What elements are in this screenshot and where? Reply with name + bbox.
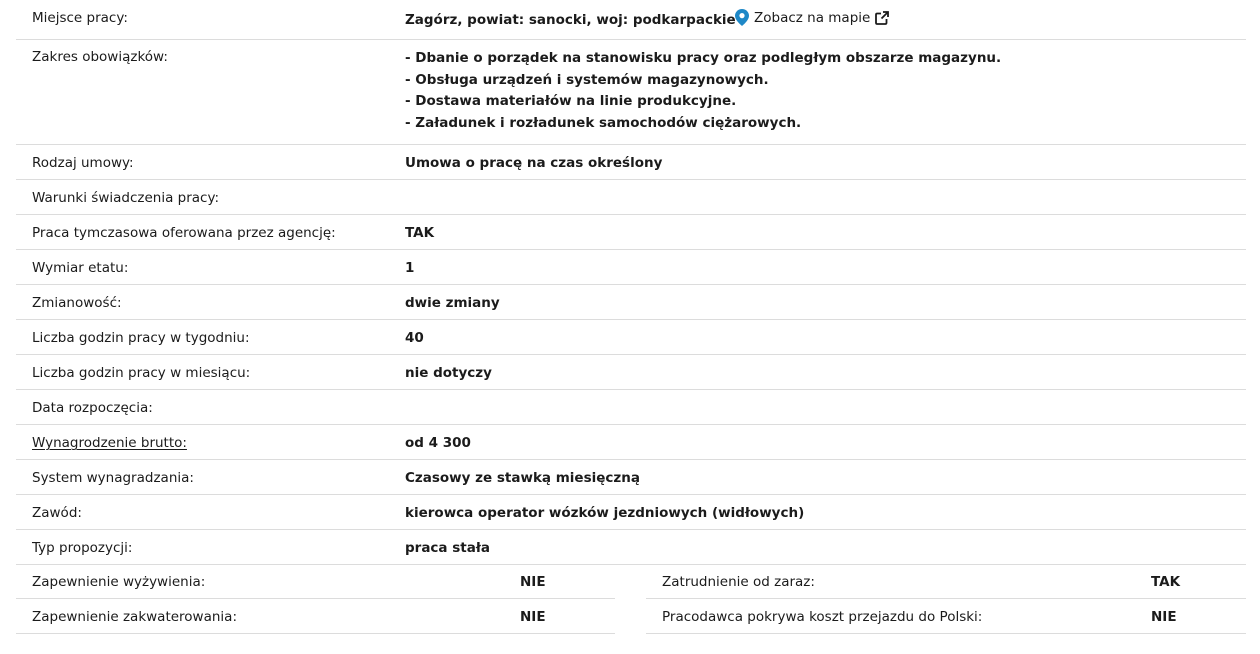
travel-cost-value: NIE bbox=[1151, 609, 1177, 625]
row-travel-cost bbox=[646, 599, 1246, 634]
duty-item: - Załadunek i rozładunek samochodów ciężarowych. bbox=[405, 114, 802, 131]
row-offer-type bbox=[16, 530, 1246, 565]
conditions-label: Warunki świadczenia pracy: bbox=[32, 190, 220, 206]
monthly-hours-value: nie dotyczy bbox=[405, 365, 492, 381]
offer-type-label: Typ propozycji: bbox=[32, 540, 133, 556]
map-pin-icon bbox=[735, 9, 749, 26]
weekly-hours-value: 40 bbox=[405, 330, 424, 346]
agency-label: Praca tymczasowa oferowana przez agencję: bbox=[32, 225, 336, 241]
row-duties bbox=[16, 40, 1246, 145]
row-meals bbox=[16, 564, 615, 599]
immediate-label: Zatrudnienie od zaraz: bbox=[662, 574, 815, 590]
housing-value: NIE bbox=[520, 609, 546, 625]
agency-value: TAK bbox=[405, 225, 435, 241]
occupation-label: Zawód: bbox=[32, 505, 82, 521]
show-on-map-link[interactable] bbox=[735, 9, 889, 26]
contract-value: Umowa o pracę na czas określony bbox=[405, 155, 663, 171]
location-label: Miejsce pracy: bbox=[32, 10, 128, 26]
row-location bbox=[16, 0, 1246, 40]
location-value: Zagórz, powiat: sanocki, woj: podkarpackie bbox=[405, 12, 736, 28]
housing-label: Zapewnienie zakwaterowania: bbox=[32, 609, 237, 625]
weekly-hours-label: Liczba godzin pracy w tygodniu: bbox=[32, 330, 250, 346]
row-shifts bbox=[16, 285, 1246, 320]
travel-cost-label: Pracodawca pokrywa koszt przejazdu do Polski: bbox=[662, 609, 983, 625]
offer-type-value: praca stała bbox=[405, 540, 490, 556]
start-date-label: Data rozpoczęcia: bbox=[32, 400, 153, 416]
duties-label: Zakres obowiązków: bbox=[32, 49, 168, 65]
duty-item: - Obsługa urządzeń i systemów magazynowych. bbox=[405, 71, 769, 88]
duty-item: - Dostawa materiałów na linie produkcyjne. bbox=[405, 93, 737, 109]
contract-label: Rodzaj umowy: bbox=[32, 155, 134, 171]
row-salary bbox=[16, 425, 1246, 460]
row-weekly-hours bbox=[16, 320, 1246, 355]
row-housing bbox=[16, 599, 615, 634]
row-conditions bbox=[16, 180, 1246, 215]
shifts-value: dwie zmiany bbox=[405, 295, 500, 311]
row-immediate bbox=[646, 564, 1246, 599]
row-fte bbox=[16, 250, 1246, 285]
row-contract bbox=[16, 145, 1246, 180]
occupation-value: kierowca operator wózków jezdniowych (widłowych) bbox=[405, 505, 805, 521]
row-monthly-hours bbox=[16, 355, 1246, 390]
meals-label: Zapewnienie wyżywienia: bbox=[32, 574, 206, 590]
salary-label: Wynagrodzenie brutto: bbox=[32, 435, 187, 451]
fte-label: Wymiar etatu: bbox=[32, 260, 129, 276]
duty-item: - Dbanie o porządek na stanowisku pracy oraz podległym obszarze magazynu. bbox=[405, 50, 1002, 66]
row-start-date bbox=[16, 390, 1246, 425]
salary-value: od 4 300 bbox=[405, 435, 471, 451]
duties-list bbox=[405, 48, 1001, 134]
show-on-map-label: Zobacz na mapie bbox=[754, 9, 871, 26]
external-link-icon bbox=[875, 11, 889, 25]
fte-value: 1 bbox=[405, 260, 415, 276]
row-occupation bbox=[16, 495, 1246, 530]
immediate-value: TAK bbox=[1151, 574, 1181, 590]
row-agency bbox=[16, 215, 1246, 250]
meals-value: NIE bbox=[520, 574, 546, 590]
row-pay-system bbox=[16, 460, 1246, 495]
shifts-label: Zmianowość: bbox=[32, 295, 122, 311]
pay-system-label: System wynagradzania: bbox=[32, 470, 194, 486]
monthly-hours-label: Liczba godzin pracy w miesiącu: bbox=[32, 365, 251, 381]
pay-system-value: Czasowy ze stawką miesięczną bbox=[405, 470, 640, 486]
